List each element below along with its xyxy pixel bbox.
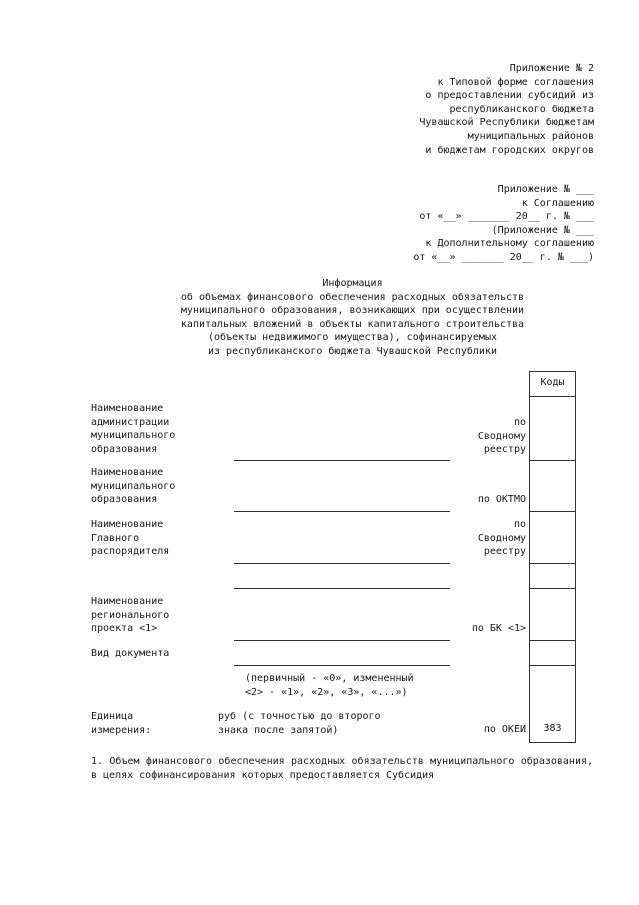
appendix-header-line: о предоставлении субсидий из	[425, 90, 594, 102]
main-manager-label: Наименование Главного распорядителя	[91, 519, 170, 558]
main-manager-input-line[interactable]	[234, 563, 450, 564]
main-manager-code-label: по Сводному реестру	[477, 519, 526, 558]
appendix-header	[419, 62, 594, 157]
doc-type-input-line[interactable]	[234, 665, 450, 666]
title-line: об объемах финансового обеспечения расходных обязательств	[180, 291, 525, 303]
appendix-header-line: муниципальных районов	[467, 130, 594, 142]
admin-code-label: по Сводному реестру	[477, 417, 526, 456]
title-line: Информация	[322, 278, 383, 289]
unit-label: Единица измерения:	[91, 711, 152, 736]
appendix-header-line: к Типовой форме соглашения	[437, 76, 594, 88]
agreement-header-line: к Дополнительному соглашению	[425, 238, 594, 250]
document-title	[80, 277, 625, 359]
appendix-header-line: Чувашской Республики бюджетам	[419, 117, 594, 129]
appendix-header-line: и бюджетам городских округов	[425, 144, 594, 156]
municipality-label: Наименование муниципального образования	[91, 467, 176, 506]
title-line: (объекты недвижимого имущества), софинансируемых	[208, 332, 497, 344]
doc-type-label: Вид документа	[91, 648, 170, 659]
admin-input-line[interactable]	[234, 460, 450, 461]
admin-label: Наименование администрации муниципального образования	[91, 403, 176, 455]
appendix-header-line: республиканского бюджета	[449, 103, 594, 115]
title-line: капитальных вложений в объекты капитального строительства	[180, 318, 525, 330]
regional-project-input-line[interactable]	[234, 640, 450, 641]
municipality-code-label: по ОКТМО	[477, 494, 526, 505]
title-line: муниципального образования, возникающих при осуществлении	[180, 305, 525, 317]
appendix-header-line: Приложение № 2	[509, 63, 594, 74]
regional-project-code-label: по БК <1>	[471, 623, 526, 634]
title-line: из республиканского бюджета Чувашской Республики	[208, 345, 497, 357]
regional-project-label: Наименование регионального проекта <1>	[91, 596, 170, 635]
agreement-header	[413, 183, 594, 265]
doc-type-hint: (первичный - «0», измененный <2> - «1», «2», «3», «...»)	[245, 673, 414, 698]
paragraph-1: 1. Объем финансового обеспечения расходных обязательств муниципального образования, в целях софинансирования которых предоставляется Субсидия	[91, 756, 593, 781]
agreement-header-line: от «__» _______ 20__ г. № ___)	[413, 251, 594, 263]
municipality-input-line[interactable]	[234, 511, 450, 512]
agreement-header-line: к Соглашению	[521, 197, 594, 209]
extra-input-line[interactable]	[234, 588, 450, 589]
okei-code: 383	[543, 723, 562, 734]
agreement-header-line: (Приложение № ___	[491, 224, 594, 236]
agreement-header-line: от «__» _______ 20__ г. № ___	[419, 211, 594, 223]
unit-code-label: по ОКЕИ	[483, 724, 526, 735]
unit-value: руб (с точностью до второго знака после запятой)	[218, 711, 381, 736]
agreement-header-line: Приложение № ___	[497, 184, 594, 195]
codes-header: Коды	[540, 377, 565, 388]
